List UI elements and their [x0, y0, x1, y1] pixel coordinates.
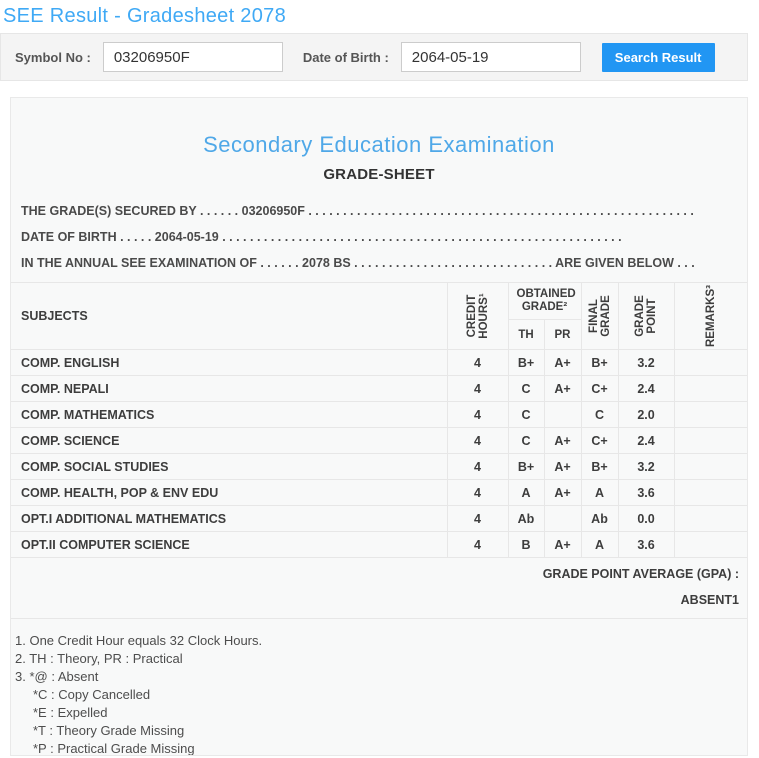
cell-final: Ab [581, 506, 618, 532]
table-row [11, 402, 747, 428]
cell-subject: COMP. MATHEMATICS [11, 402, 447, 428]
table-row [11, 376, 747, 402]
cell-point: 0.0 [618, 506, 674, 532]
date-of-birth-label: Date of Birth : [302, 49, 389, 65]
search-result-button[interactable]: Search Result [602, 43, 715, 72]
cell-remarks [674, 454, 747, 480]
symbol-no-label: Symbol No : [15, 49, 91, 65]
col-header-remarks: REMARKS³ [674, 283, 747, 350]
footnote-credit-hour: 1. One Credit Hour equals 32 Clock Hours. [15, 633, 263, 648]
footnote-theory-grade-missing: *T : Theory Grade Missing [33, 723, 185, 738]
table-row [11, 428, 747, 454]
cell-subject: COMP. HEALTH, POP & ENV EDU [11, 480, 447, 506]
cell-credit: 4 [447, 532, 508, 558]
col-header-subjects: SUBJECTS [11, 283, 447, 350]
page-title: SEE Result - Gradesheet 2078 [3, 5, 286, 27]
cell-th: B+ [508, 350, 544, 376]
footnote-absent: 3. *@ : Absent [15, 669, 99, 684]
cell-pr: A+ [544, 532, 581, 558]
cell-remarks [674, 532, 747, 558]
cell-subject: COMP. NEPALI [11, 376, 447, 402]
cell-pr: A+ [544, 376, 581, 402]
cell-th: C [508, 376, 544, 402]
date-of-birth-input[interactable] [401, 42, 581, 72]
info-line-examination: IN THE ANNUAL SEE EXAMINATION OF . . . . . . 2078 BS . . . . . . . . . . . . . . . . . . . . . . . . . . . . . ARE GIVEN BELOW . . . [21, 256, 695, 270]
gpa-label: GRADE POINT AVERAGE (GPA) : [542, 567, 739, 581]
footnote-practical-grade-missing: *P : Practical Grade Missing [33, 741, 195, 756]
cell-final: C+ [581, 428, 618, 454]
cell-final: A [581, 532, 618, 558]
cell-subject: COMP. ENGLISH [11, 350, 447, 376]
cell-final: A [581, 480, 618, 506]
cell-point: 3.6 [618, 532, 674, 558]
cell-remarks [674, 428, 747, 454]
footnotes-block [11, 619, 747, 756]
gradesheet-title: Secondary Education Examination [203, 132, 555, 157]
cell-point: 2.0 [618, 402, 674, 428]
cell-th: B+ [508, 454, 544, 480]
cell-th: C [508, 402, 544, 428]
cell-point: 2.4 [618, 376, 674, 402]
info-line-date-of-birth: DATE OF BIRTH . . . . . 2064-05-19 . . . . . . . . . . . . . . . . . . . . . . . . . . . . . . . . . . . . . . . . . . . . . . . . . . . . . . . . . . [21, 230, 622, 244]
grade-table [11, 282, 747, 558]
cell-th: B [508, 532, 544, 558]
info-line-secured-by: THE GRADE(S) SECURED BY . . . . . . 03206950F . . . . . . . . . . . . . . . . . . . . . . . . . . . . . . . . . . . . . . . . . . . . . . . . . . . . . . . . [21, 204, 694, 218]
cell-subject: OPT.II COMPUTER SCIENCE [11, 532, 447, 558]
col-header-credit-hours: CREDIT HOURS¹ [447, 283, 508, 350]
cell-pr: A+ [544, 454, 581, 480]
cell-subject: OPT.I ADDITIONAL MATHEMATICS [11, 506, 447, 532]
col-header-final-grade: FINAL GRADE [581, 283, 618, 350]
student-info-block [21, 198, 747, 276]
cell-credit: 4 [447, 480, 508, 506]
cell-pr: A+ [544, 350, 581, 376]
footnote-expelled: *E : Expelled [33, 705, 108, 720]
cell-final: C [581, 402, 618, 428]
cell-credit: 4 [447, 402, 508, 428]
search-form-bar [0, 33, 748, 81]
cell-final: C+ [581, 376, 618, 402]
cell-credit: 4 [447, 376, 508, 402]
table-row [11, 350, 747, 376]
table-header-row [11, 283, 747, 320]
cell-credit: 4 [447, 454, 508, 480]
cell-point: 3.6 [618, 480, 674, 506]
table-row [11, 480, 747, 506]
cell-credit: 4 [447, 428, 508, 454]
table-row [11, 532, 747, 558]
cell-pr [544, 402, 581, 428]
cell-remarks [674, 480, 747, 506]
cell-credit: 4 [447, 350, 508, 376]
cell-subject: COMP. SOCIAL STUDIES [11, 454, 447, 480]
cell-final: B+ [581, 350, 618, 376]
symbol-no-input[interactable] [103, 42, 283, 72]
table-row [11, 506, 747, 532]
cell-remarks [674, 402, 747, 428]
cell-point: 3.2 [618, 350, 674, 376]
col-header-th: TH [508, 320, 544, 350]
cell-pr [544, 506, 581, 532]
cell-point: 3.2 [618, 454, 674, 480]
gradesheet-subtitle: GRADE-SHEET [323, 166, 435, 183]
cell-subject: COMP. SCIENCE [11, 428, 447, 454]
cell-credit: 4 [447, 506, 508, 532]
footnote-copy-cancelled: *C : Copy Cancelled [33, 687, 151, 702]
cell-th: Ab [508, 506, 544, 532]
cell-th: C [508, 428, 544, 454]
col-header-obtained-grade: OBTAINED GRADE² [508, 283, 581, 320]
cell-th: A [508, 480, 544, 506]
gradesheet-card [10, 97, 748, 756]
cell-remarks [674, 350, 747, 376]
cell-final: B+ [581, 454, 618, 480]
col-header-pr: PR [544, 320, 581, 350]
cell-point: 2.4 [618, 428, 674, 454]
col-header-grade-point: GRADE POINT [618, 283, 674, 350]
cell-pr: A+ [544, 480, 581, 506]
cell-pr: A+ [544, 428, 581, 454]
cell-remarks [674, 376, 747, 402]
gpa-block [11, 558, 747, 619]
cell-remarks [674, 506, 747, 532]
table-row [11, 454, 747, 480]
footnote-th-pr: 2. TH : Theory, PR : Practical [15, 651, 183, 666]
gpa-value: ABSENT1 [680, 593, 739, 607]
